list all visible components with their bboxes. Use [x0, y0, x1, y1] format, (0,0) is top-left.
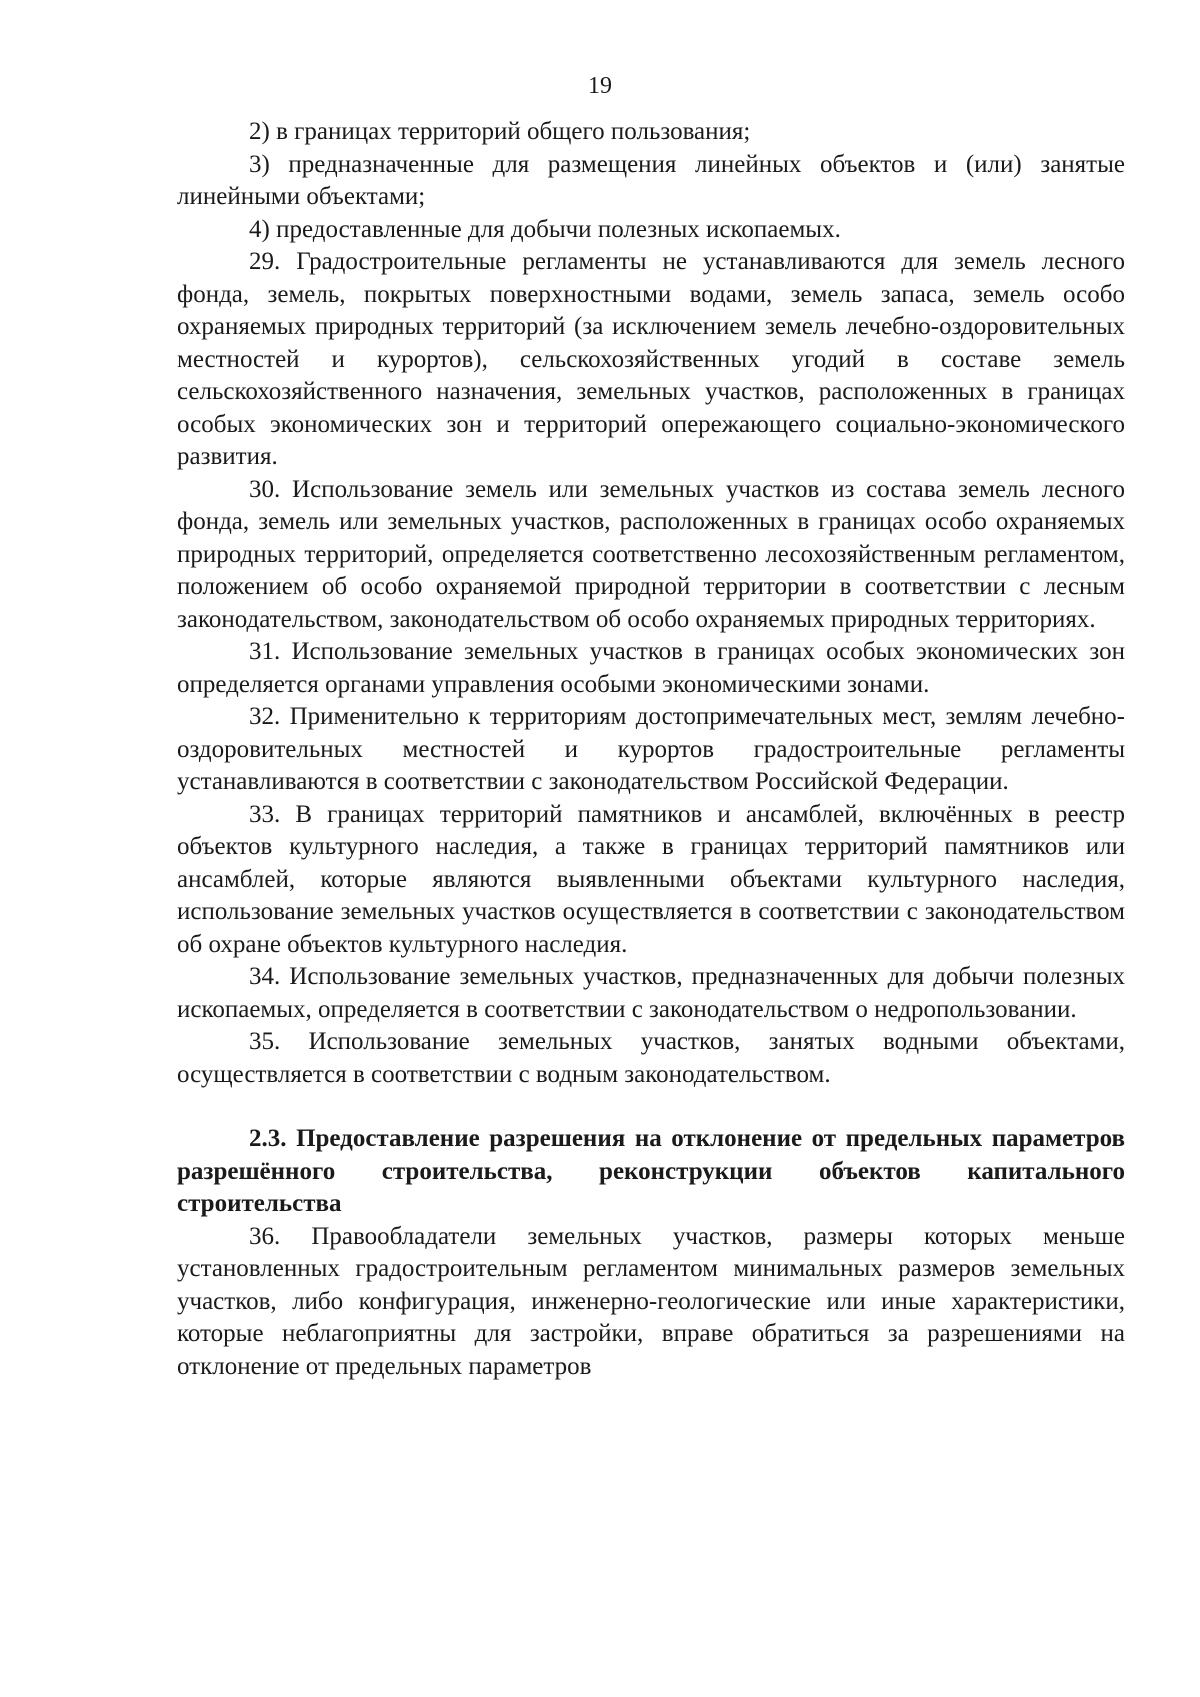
- list-item-4: 4) предоставленные для добычи полезных ископаемых.: [249, 215, 841, 243]
- page-content: [177, 116, 1125, 1383]
- paragraph-29: 29. Градостроительные регламенты не устанавливаются для земель лесного фонда, земель, покрытых поверхностными водами, земель запаса, земель особо охраняемых природных территорий (за исключением земель лечебно-оздоровительных местностей и курортов), сельскохозяйственных угодий в составе земель сельскохозяйственного назначения, земельных участков, расположенных в границах особых экономических зон и территорий опережающего социально-экономического развития.: [177, 248, 1125, 470]
- paragraph-36: 36. Правообладатели земельных участков, размеры которых меньше установленных градостроительным регламентом минимальных размеров земельных участков, либо конфигурация, инженерно-геологические или иные характеристики, которые неблагоприятны для застройки, вправе обратиться за разрешениями на отклонение от предельных параметров: [177, 1222, 1125, 1380]
- paragraph-32: 32. Применительно к территориям достопримечательных мест, землям лечебно-оздоровительных местностей и курортов градостроительные регламенты устанавливаются в соответствии с законодательством Российской Федерации.: [177, 703, 1125, 795]
- paragraph-31: 31. Использование земельных участков в границах особых экономических зон определяется органами управления особыми экономическими зонами.: [177, 638, 1125, 698]
- list-item-2: 2) в границах территорий общего пользования;: [249, 118, 751, 145]
- list-item-3: 3) предназначенные для размещения линейных объектов и (или) занятые линейными объектами;: [177, 150, 1125, 210]
- section-heading: 2.3. Предоставление разрешения на отклонение от предельных параметров разрешённого строительства, реконструкции объектов капитального строительства: [177, 1125, 1125, 1217]
- page-number: 19: [588, 73, 612, 99]
- paragraph-30: 30. Использование земель или земельных участков из состава земель лесного фонда, земель или земельных участков, расположенных в границах особо охраняемых природных территорий, определяется соответственно лесохозяйственным регламентом, положением об особо охраняемой природной территории в соответствии с лесным законодательством, законодательством об особо охраняемых природных территориях.: [177, 475, 1125, 633]
- paragraph-33: 33. В границах территорий памятников и ансамблей, включённых в реестр объектов культурного наследия, а также в границах территорий памятников или ансамблей, которые являются выявленными объектами культурного наследия, использование земельных участков осуществляется в соответствии с законодательством об охране объектов культурного наследия.: [177, 800, 1125, 958]
- paragraph-35: 35. Использование земельных участков, занятых водными объектами, осуществляется в соответствии с водным законодательством.: [177, 1028, 1125, 1088]
- paragraph-34: 34. Использование земельных участков, предназначенных для добычи полезных ископаемых, определяется в соответствии с законодательством о недропользовании.: [177, 963, 1125, 1023]
